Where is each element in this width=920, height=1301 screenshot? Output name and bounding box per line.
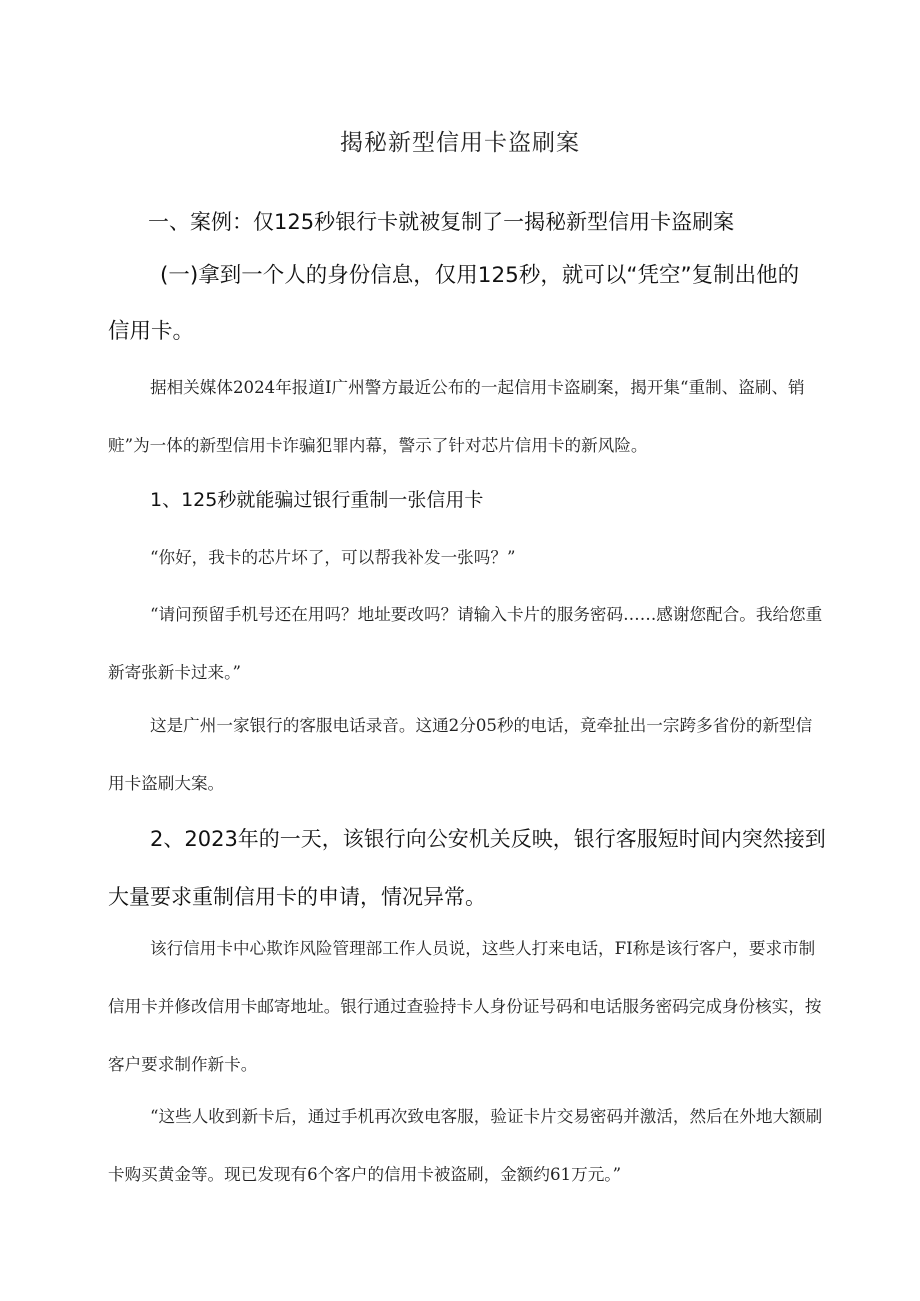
paragraph-stolen-cards: “这些人收到新卡后，通过手机再次致电客服，验证卡片交易密码并激活，然后在外地大额刷卡购买黄金等。现已发现有6个客户的信用卡被盗刷，金额约61万元。” — [108, 1107, 823, 1184]
point-heading-125-seconds: 1、125秒就能骗过银行重制一张信用卡 — [150, 489, 484, 511]
document-title: 揭秘新型信用卡盗刷案 — [340, 130, 580, 156]
paragraph-call-recording: 这是广州一家银行的客服电话录音。这通2分05秒的电话，竟牵扯出一宗跨多省份的新型信用卡盗刷大案。 — [108, 716, 813, 793]
paragraph-quote-service: “请问预留手机号还在用吗？地址要改吗？请输入卡片的服务密码……感谢您配合。我给您重新寄张新卡过来。” — [108, 605, 823, 682]
subsection-heading-line1: (一)拿到一个人的身份信息，仅用125秒，就可以“凭空”复制出他的 — [160, 263, 800, 288]
paragraph-quote-chip-broken: “你好，我卡的芯片坏了，可以帮我补发一张吗？” — [150, 548, 516, 567]
subsection-heading-line2: 信用卡。 — [108, 319, 195, 344]
paragraph-media-report: 据相关媒体2024年报道I广州警方最近公布的一起信用卡盗刷案，揭开集“重制、盗刷、销赃”为一体的新型信用卡诈骗犯罪内幕，警示了针对芯片信用卡的新风险。 — [108, 378, 805, 455]
point-heading-2023: 2、2023年的一天，该银行向公安机关反映，银行客服短时间内突然接到大量要求重制信用卡的申请，情况异常。 — [108, 827, 826, 909]
paragraph-fraud-department: 该行信用卡中心欺诈风险管理部工作人员说，这些人打来电话，FI称是该行客户，要求市制信用卡并修改信用卡邮寄地址。银行通过查验持卡人身份证号码和电话服务密码完成身份核实，按客户要求制作新卡。 — [108, 939, 822, 1074]
subsection-heading-one — [108, 248, 828, 360]
section-heading-case: 一、案例：仅125秒银行卡就被复制了一揭秘新型信用卡盗刷案 — [148, 210, 735, 234]
